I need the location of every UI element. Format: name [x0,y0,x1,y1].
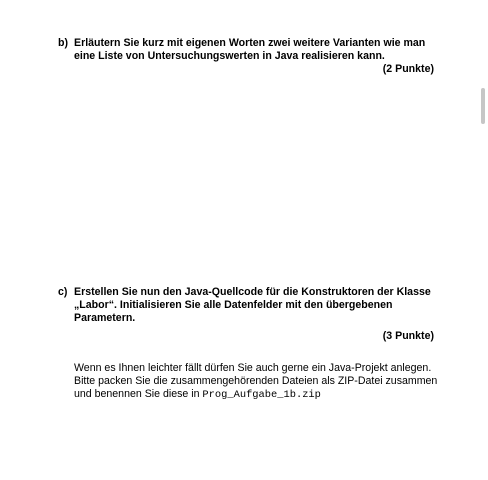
note-line-3 [74,388,444,402]
task-c-points: (3 Punkte) [382,330,434,342]
zip-filename: Prog_Aufgabe_1b.zip [202,389,321,401]
submission-note [74,362,444,402]
note-line-2: Bitte packen Sie die zusammengehörenden Dateien als ZIP-Datei zusammen [74,375,438,387]
note-line-3-prefix: und benennen Sie diese in [74,388,203,400]
task-b-text: Erläutern Sie kurz mit eigenen Worten zwei weitere Varianten wie man eine Liste von Untersuchungswerten in Java realisieren kann. [74,37,426,62]
note-line-1: Wenn es Ihnen leichter fällt dürfen Sie auch gerne ein Java-Projekt anlegen. [74,362,432,374]
task-c [58,286,434,343]
task-c-text: Erstellen Sie nun den Java-Quellcode für die Konstruktoren der Klasse „Labor“. Initialisieren Sie alle Datenfelder mit den übergebenen Parametern. [74,286,431,324]
scrollbar-thumb[interactable] [481,88,485,124]
vertical-scrollbar[interactable] [480,0,488,480]
task-b [58,37,434,76]
task-c-letter: c) [58,286,68,298]
task-b-letter: b) [58,37,68,49]
task-b-points: (2 Punkte) [382,63,434,75]
